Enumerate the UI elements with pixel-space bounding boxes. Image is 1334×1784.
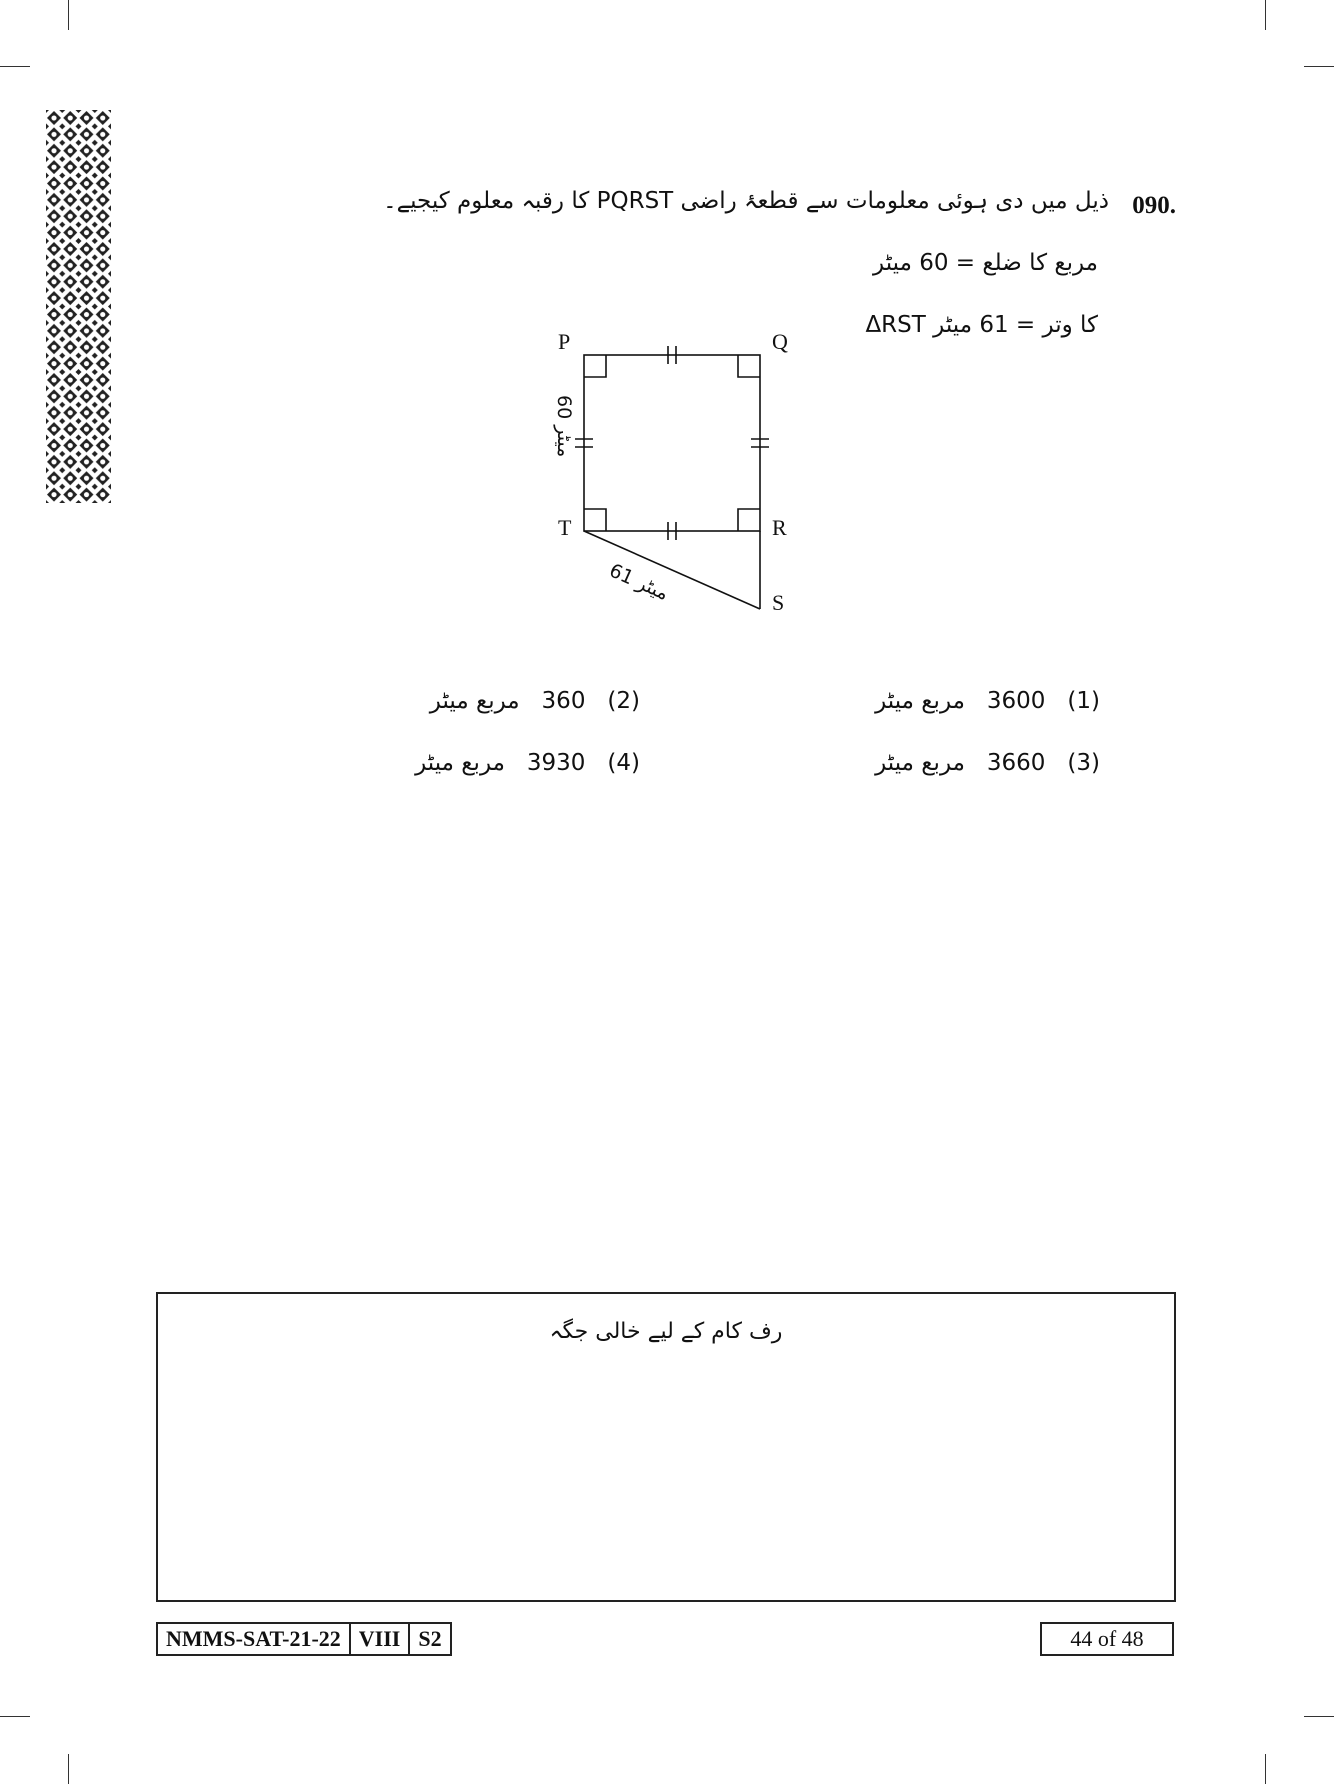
vertex-t-label: T (558, 515, 572, 540)
vertex-s-label: S (772, 590, 785, 615)
option-3-value: 3660 (986, 750, 1046, 776)
side-length-label: 60 میٹر (553, 395, 575, 458)
page-number: 44 of 48 (1040, 1622, 1174, 1656)
option-3-num: (3) (1067, 750, 1100, 776)
right-angle-p (584, 355, 606, 377)
option-1[interactable] (875, 688, 1100, 714)
option-2-value: 360 (541, 688, 586, 714)
crop-mark (68, 0, 69, 30)
crop-mark (1304, 1716, 1334, 1717)
option-2-unit: مربع میٹر (429, 688, 520, 714)
option-3[interactable] (875, 750, 1100, 776)
crop-mark (0, 66, 30, 67)
given-square-side: مربع کا ضلع = 60 میٹر (873, 250, 1098, 276)
question-text: ذیل میں دی ہوئی معلومات سے قطعۂ راضی PQRST کا رقبہ معلوم کیجیے۔ (383, 188, 1109, 214)
rough-work-box[interactable] (156, 1292, 1176, 1602)
exam-code: NMMS-SAT-21-22 (158, 1624, 351, 1654)
vertex-p-label: P (558, 329, 571, 354)
question-number: 090. (1132, 192, 1176, 219)
square-pqrt (584, 355, 760, 531)
option-4-num: (4) (607, 750, 640, 776)
option-3-unit: مربع میٹر (875, 750, 965, 776)
rough-work-title: رف کام کے لیے خالی جگہ (549, 1319, 783, 1344)
set-label: S2 (418, 1626, 442, 1651)
class-label: VIII (351, 1624, 411, 1654)
right-angle-t (584, 509, 606, 531)
crop-mark (0, 1716, 30, 1717)
option-4[interactable] (415, 750, 640, 776)
given-hypotenuse: ΔRST کا وتر = 61 میٹر (865, 312, 1098, 338)
option-4-value: 3930 (526, 750, 586, 776)
right-angle-q (738, 355, 760, 377)
pqrst-figure (520, 325, 820, 625)
option-1-num: (1) (1067, 688, 1100, 714)
vertex-q-label: Q (772, 329, 788, 354)
crop-mark (1265, 1754, 1266, 1784)
crop-mark (1265, 0, 1266, 30)
option-1-value: 3600 (986, 688, 1046, 714)
option-2-num: (2) (607, 688, 640, 714)
right-angle-r (738, 509, 760, 531)
option-1-unit: مربع میٹر (875, 688, 965, 714)
decorative-pattern (46, 110, 111, 503)
crop-mark (1304, 66, 1334, 67)
option-2[interactable] (430, 688, 640, 714)
hypotenuse-label: 61 میٹر (605, 559, 672, 605)
option-4-unit: مربع میٹر (415, 750, 505, 776)
crop-mark (68, 1754, 69, 1784)
vertex-r-label: R (772, 515, 787, 540)
footer-exam-info (156, 1622, 452, 1656)
